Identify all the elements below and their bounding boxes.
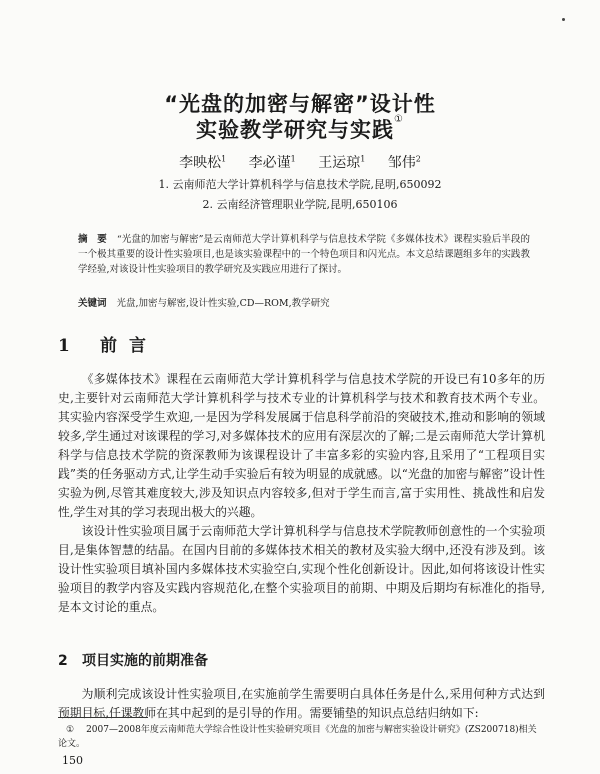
author-name: 李必谨 — [248, 155, 291, 171]
author-list — [0, 152, 600, 172]
section-1-heading — [58, 331, 158, 356]
section-title: 前言 — [100, 336, 158, 356]
paragraph: 该设计性实验项目属于云南师范大学计算机科学与信息技术学院教师创意性的一个实验项目,是集体智慧的结晶。在国内目前的多媒体技术相关的教材及实验大纲中,还没有涉及到。该设计性实验项目填补国内多媒体技术实验空白,实现个性化创新设计。因此,如何将该设计性实验项目的教学内容及实践内容规范化,在整个实验项目的前期、中期及后期均有标准化的指导,是本文讨论的重点。 — [58, 524, 545, 614]
affiliation-2: 2. 云南经济管理职业学院,昆明,650106 — [202, 198, 398, 211]
footnote-text: 2007—2008年度云南师范大学综合性设计性实验研究项目《光盘的加密与解密实验设计研究》(ZS200718)相关论文。 — [58, 725, 537, 749]
scan-speck — [562, 18, 565, 21]
author — [318, 155, 365, 171]
footnote-mark: ① — [66, 725, 75, 735]
author-name: 王运琼 — [318, 155, 361, 171]
section-number: 2 — [58, 653, 68, 669]
affiliation-1: 1. 云南师范大学计算机科学与信息技术学院,昆明,650092 — [158, 178, 442, 191]
title-line-1: “光盘的加密与解密”设计性 — [164, 92, 436, 116]
abstract-text: “光盘的加密与解密”是云南师范大学计算机科学与信息技术学院《多媒体技术》课程实验后半段的一个极其重要的设计性实验项目,也是该实验课程中的一个特色项目和闪光点。本文总结课题组多年的实践教学经验,对该设计性实验项目的教学研究及实践应用进行了探讨。 — [78, 234, 530, 275]
abstract-label: 摘 要 — [78, 234, 107, 245]
keywords-label: 关键词 — [78, 298, 107, 309]
title-line-2 — [0, 114, 600, 144]
paragraph: 《多媒体技术》课程在云南师范大学计算机科学与信息技术学院的开设已有10多年的历史,主要针对云南师范大学计算机科学与技术专业的计算机科学与技术和教育技术两个专业。其实验内容深受学生欢迎,一是因为学科发展属于信息科学前沿的突破技术,推动和影响的领域较多,学生通过对该课程的学习,对多媒体技术的应用有深层次的了解;二是云南师范大学计算机科学与信息技术学院的资深教师为该课程设计了丰富多彩的实验内容,且采用了“工程项目实践”类的任务驱动方式,让学生动手实验后有较为明显的成就感。以“光盘的加密与解密”设计性实验为例,尽管其难度较大,涉及知识点内容较多,但对于学生而言,富于实用性、挑战性和启发性,学生对其的学习表现出极大的兴趣。 — [58, 372, 545, 519]
title-line-2-text: 实验教学研究与实践 — [196, 118, 395, 142]
section-2-heading — [58, 650, 208, 670]
author — [249, 155, 296, 171]
author-affiliation-mark: 2 — [415, 154, 421, 164]
title-footnote-mark: ① — [394, 114, 404, 125]
footnote — [58, 723, 545, 751]
author — [388, 155, 421, 171]
author-name: 李映松 — [179, 155, 222, 171]
section-1-body — [58, 370, 545, 617]
author-affiliation-mark: 1 — [221, 154, 227, 164]
author-affiliation-mark: 1 — [290, 154, 296, 164]
page-number: 150 — [62, 754, 83, 767]
section-number: 1 — [58, 336, 70, 356]
author-affiliation-mark: 1 — [360, 154, 366, 164]
keywords-text: 光盘,加密与解密,设计性实验,CD—ROM,教学研究 — [116, 298, 330, 309]
author — [179, 155, 226, 171]
footnote-rule — [58, 717, 148, 718]
paragraph: 为顺利完成该设计性实验项目,在实施前学生需要明白具体任务是什么,采用何种方式达到预期目标,任课教师在其中起到的是引导的作用。需要铺垫的知识点总结归纳如下: — [58, 687, 545, 720]
section-title: 项目实施的前期准备 — [82, 653, 208, 669]
author-name: 邹伟 — [387, 155, 416, 171]
keywords — [78, 296, 530, 311]
abstract — [78, 232, 530, 277]
